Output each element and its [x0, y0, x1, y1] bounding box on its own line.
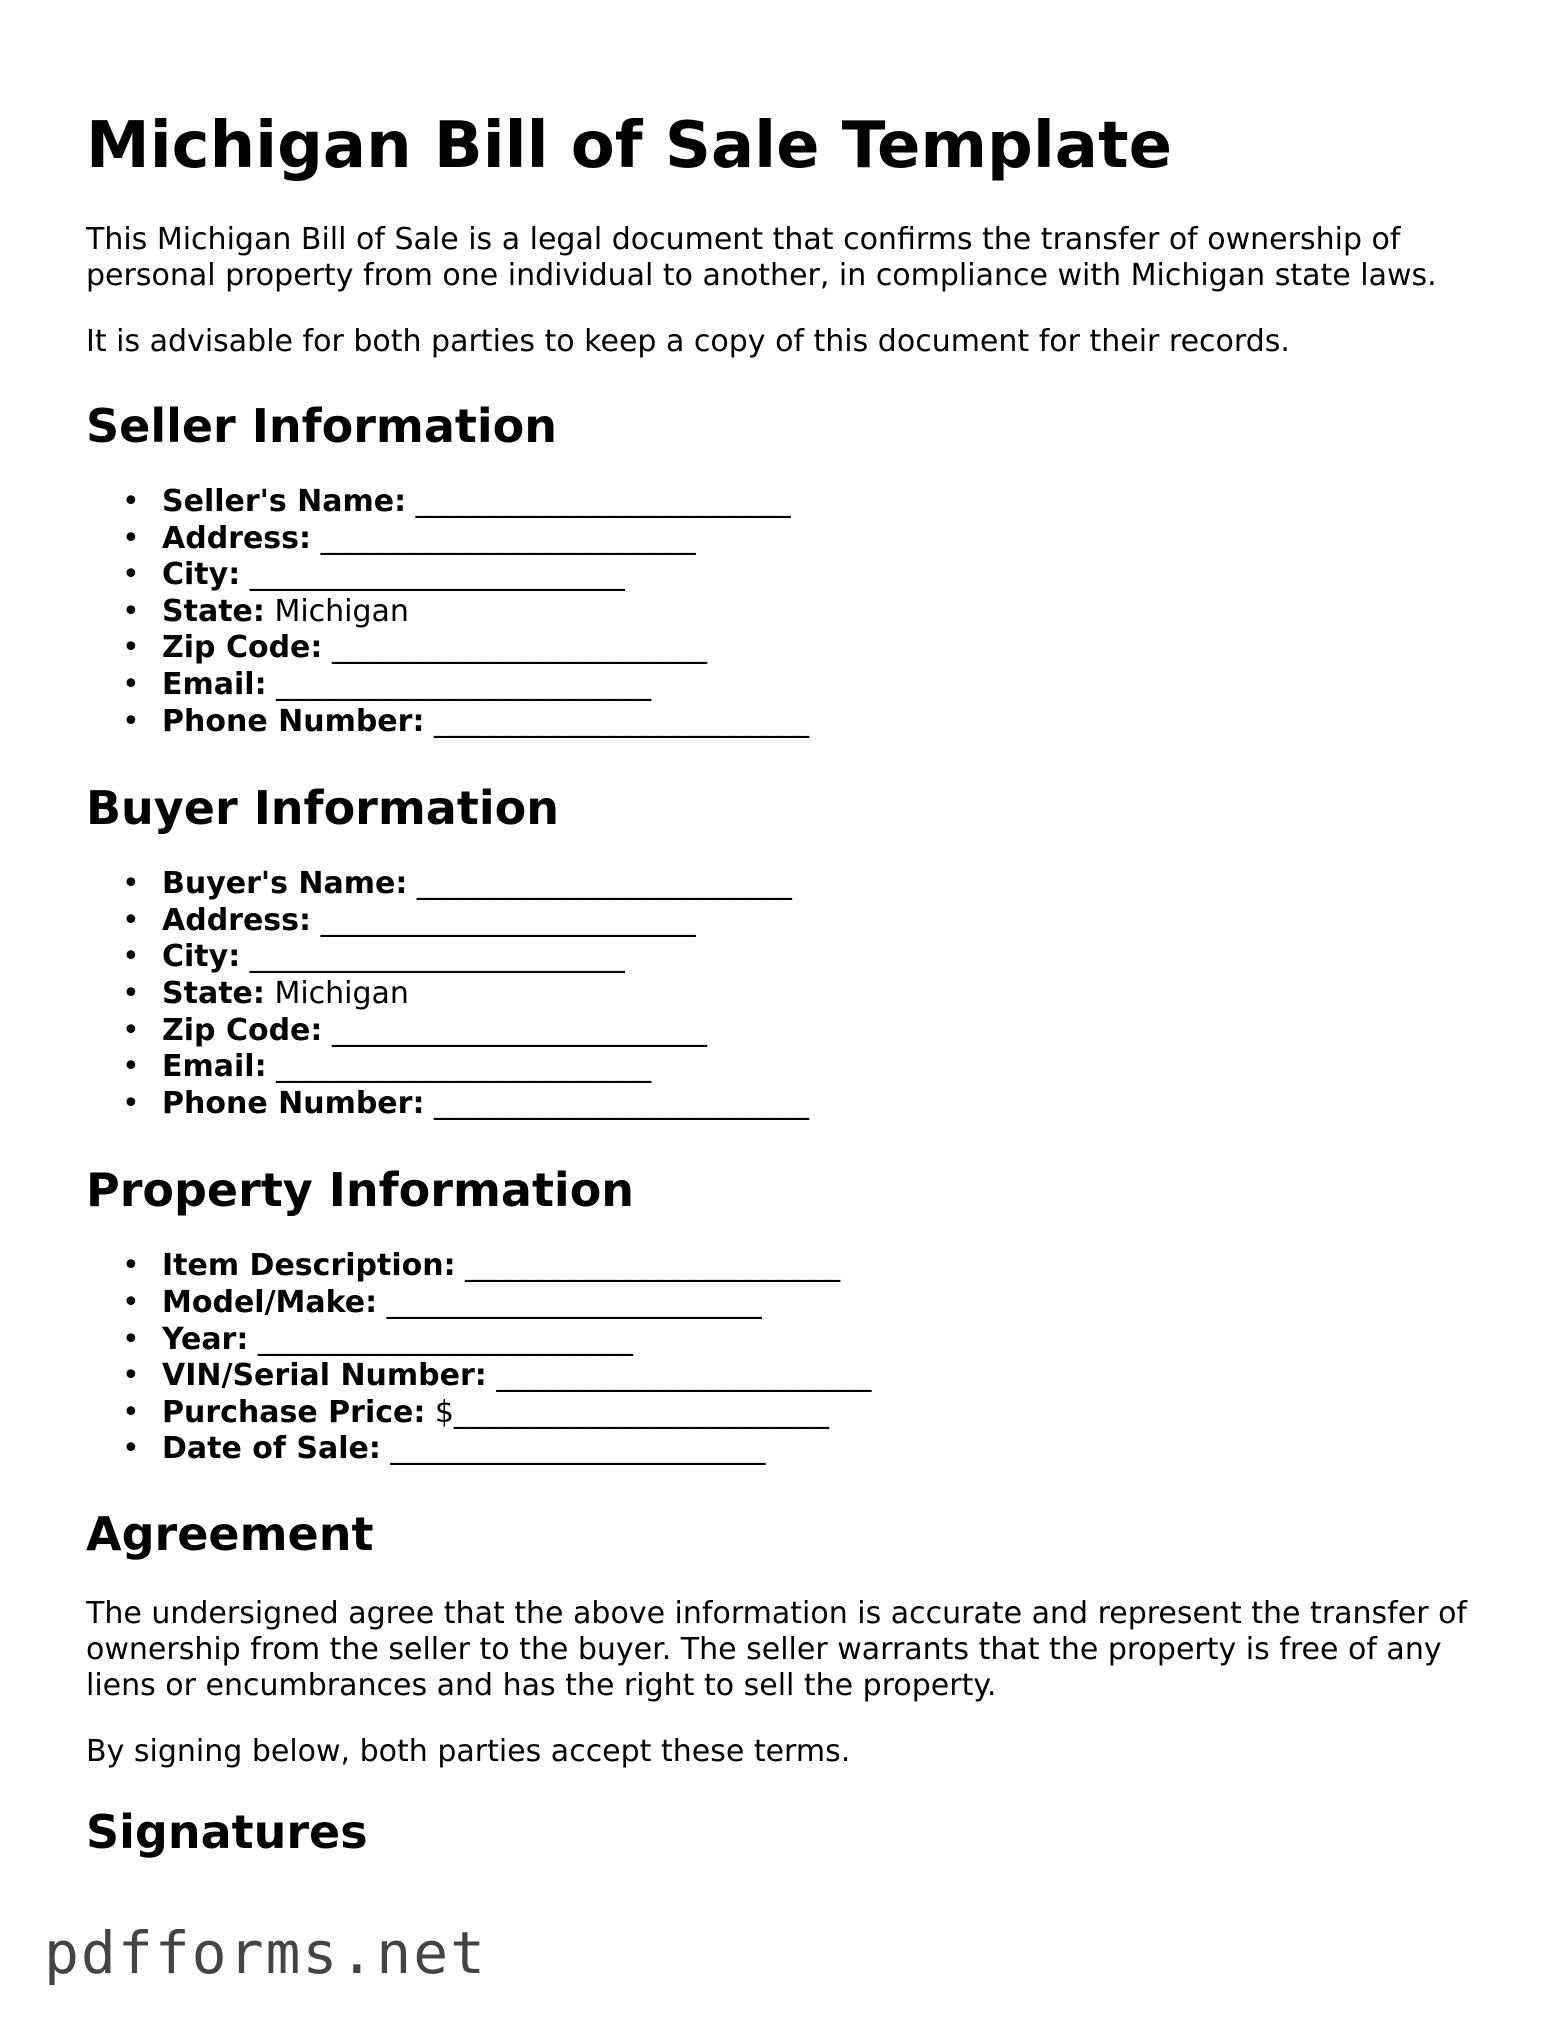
field-label: Address:	[162, 520, 312, 556]
field-value[interactable]: _________________________	[415, 484, 791, 519]
buyer-email-field[interactable]: • Email: _________________________	[122, 1049, 652, 1085]
field-label: Item Description:	[162, 1248, 456, 1284]
seller-address-field[interactable]: • Address: _________________________	[122, 520, 696, 556]
field-value[interactable]: _________________________	[465, 1248, 841, 1284]
field-label: Email:	[162, 666, 267, 702]
field-value[interactable]: _________________________	[390, 1431, 766, 1467]
field-label: Date of Sale:	[162, 1431, 381, 1467]
seller-name-field[interactable]: • Seller's Name: _________________________	[122, 484, 791, 519]
date-of-sale-field[interactable]: • Date of Sale: _________________________	[122, 1431, 766, 1467]
buyer-field-list	[86, 866, 1486, 1122]
field-value: Michigan	[274, 593, 409, 629]
field-label: Zip Code:	[162, 1012, 323, 1048]
field-value[interactable]: _________________________	[386, 1284, 762, 1320]
page-title: Michigan Bill of Sale Template	[86, 109, 1172, 183]
field-value[interactable]: _________________________	[331, 1012, 707, 1048]
field-label: Phone Number:	[162, 703, 425, 739]
agreement-paragraph: The undersigned agree that the above information is accurate and represent the transfer of ownership from the seller to the buyer. The seller warrants that the property is free of any liens or encumbrances and has the right to sell the property.	[86, 1595, 1467, 1703]
purchase-price-field[interactable]: • Purchase Price: $_________________________	[122, 1394, 830, 1430]
year-field[interactable]: • Year: _________________________	[122, 1321, 633, 1357]
buyer-city-field[interactable]: • City: _________________________	[122, 939, 625, 975]
buyer-phone-field[interactable]: • Phone Number: _________________________	[122, 1085, 809, 1121]
seller-email-field[interactable]: • Email: _________________________	[122, 666, 652, 702]
intro-paragraph: This Michigan Bill of Sale is a legal document that confirms the transfer of ownership of personal property from one individual to another, in compliance with Michigan state laws.	[86, 222, 1437, 293]
field-value[interactable]: _________________________	[276, 1049, 652, 1085]
field-value[interactable]: _________________________	[434, 1085, 809, 1121]
field-label: Year:	[162, 1321, 249, 1357]
buyer-name-field[interactable]: • Buyer's Name: _________________________	[122, 866, 792, 902]
field-label: City:	[162, 557, 241, 593]
field-value[interactable]: _________________________	[320, 520, 696, 556]
seller-field-list	[86, 484, 1486, 740]
seller-zip-field[interactable]: • Zip Code: _________________________	[122, 630, 707, 666]
buyer-heading: Buyer Information	[86, 781, 559, 836]
field-label: Buyer's Name:	[162, 866, 408, 902]
field-value[interactable]: _________________________	[249, 557, 625, 593]
seller-heading: Seller Information	[86, 399, 558, 453]
field-label: State:	[162, 975, 265, 1011]
field-label: Address:	[162, 902, 312, 938]
seller-state-field: • State: Michigan	[122, 593, 409, 629]
buyer-state-field: • State: Michigan	[122, 975, 409, 1011]
document-page	[86, 0, 1486, 1860]
vin-serial-field[interactable]: • VIN/Serial Number: _________________________	[122, 1358, 872, 1394]
seller-city-field[interactable]: • City: _________________________	[122, 557, 625, 593]
field-label: Seller's Name:	[162, 484, 407, 519]
field-value: Michigan	[274, 975, 409, 1011]
property-field-list	[86, 1248, 1486, 1468]
field-label: State:	[162, 593, 265, 629]
site-watermark: pdfforms.net	[44, 1919, 488, 1987]
property-heading: Property Information	[86, 1163, 635, 1218]
agreement-acceptance-paragraph: By signing below, both parties accept these terms.	[86, 1733, 851, 1769]
field-value[interactable]: _________________________	[496, 1358, 872, 1394]
item-description-field[interactable]: • Item Description: _________________________	[122, 1248, 841, 1284]
seller-phone-field[interactable]: • Phone Number: _________________________	[122, 703, 809, 739]
field-label: Email:	[162, 1049, 267, 1085]
agreement-heading: Agreement	[86, 1506, 374, 1561]
field-label: Zip Code:	[162, 630, 323, 666]
model-make-field[interactable]: • Model/Make: _________________________	[122, 1284, 762, 1320]
field-label: City:	[162, 939, 241, 975]
field-value[interactable]: _________________________	[249, 939, 625, 975]
field-value[interactable]: _________________________	[331, 630, 707, 666]
field-value[interactable]: _________________________	[276, 666, 652, 702]
buyer-zip-field[interactable]: • Zip Code: _________________________	[122, 1012, 707, 1048]
intro-advice-paragraph: It is advisable for both parties to keep a copy of this document for their records.	[86, 324, 1290, 359]
field-label: Purchase Price:	[162, 1394, 426, 1430]
signatures-heading: Signatures	[86, 1804, 368, 1859]
field-label: Phone Number:	[162, 1085, 425, 1121]
field-label: VIN/Serial Number:	[162, 1358, 487, 1394]
field-value[interactable]: _________________________	[320, 902, 696, 938]
field-value[interactable]: _________________________	[416, 866, 792, 902]
field-label: Model/Make:	[162, 1284, 378, 1320]
buyer-address-field[interactable]: • Address: _________________________	[122, 902, 696, 938]
field-value[interactable]: _________________________	[434, 703, 809, 739]
field-value[interactable]: $_________________________	[434, 1394, 830, 1430]
field-value[interactable]: _________________________	[257, 1321, 633, 1357]
